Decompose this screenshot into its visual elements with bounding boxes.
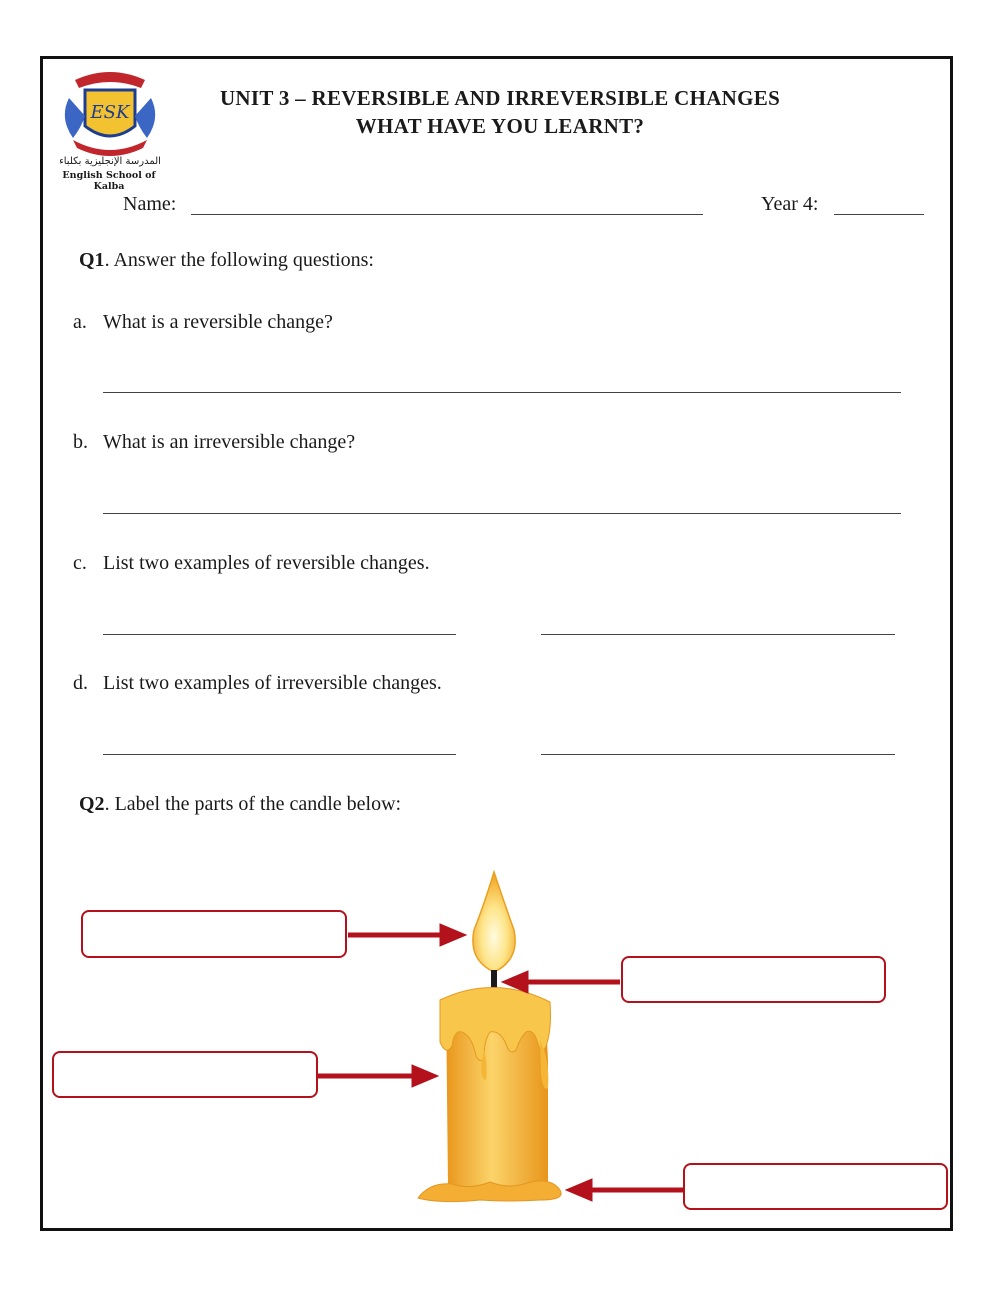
name-label: Name:	[123, 193, 177, 215]
answer-a-line[interactable]	[103, 392, 901, 393]
question-a-text: What is a reversible change?	[103, 311, 333, 333]
label-box-flame[interactable]	[81, 910, 347, 958]
q1-number: Q1	[79, 249, 105, 271]
label-box-base[interactable]	[683, 1163, 948, 1210]
answer-c2-line[interactable]	[541, 634, 895, 635]
year-answer-line[interactable]	[834, 214, 924, 215]
candle-body-icon	[440, 987, 551, 1191]
year-label: Year 4:	[761, 193, 819, 215]
wax-puddle-icon	[418, 1181, 561, 1202]
q2-instruction: . Label the parts of the candle below:	[104, 793, 402, 815]
school-name-arabic: المدرسة الإنجليزية بكلباء	[59, 156, 161, 167]
question-c-text: List two examples of reversible changes.	[103, 552, 430, 574]
arrow-to-body-icon	[412, 1065, 438, 1087]
name-answer-line[interactable]	[191, 214, 703, 215]
school-logo	[55, 68, 165, 186]
answer-c1-line[interactable]	[103, 634, 456, 635]
q2-number: Q2	[79, 793, 105, 815]
school-crest-icon	[55, 68, 165, 158]
answer-d2-line[interactable]	[541, 754, 895, 755]
svg-text:ESK: ESK	[90, 102, 130, 123]
question-a-letter: a.	[73, 311, 87, 333]
question-d-text: List two examples of irreversible changes.	[103, 672, 442, 694]
arrow-to-flame-icon	[440, 924, 466, 946]
page-title: UNIT 3 – REVERSIBLE AND IRREVERSIBLE CHANGES	[219, 86, 781, 110]
q2-heading	[79, 793, 401, 816]
question-b-letter: b.	[73, 431, 88, 453]
question-d-letter: d.	[73, 672, 88, 694]
question-b-text: What is an irreversible change?	[103, 431, 356, 453]
q1-heading	[79, 249, 374, 272]
arrow-to-base-icon	[566, 1179, 592, 1201]
label-box-wax-body[interactable]	[52, 1051, 318, 1098]
question-c-letter: c.	[73, 552, 87, 574]
q1-instruction: . Answer the following questions:	[104, 249, 374, 271]
answer-d1-line[interactable]	[103, 754, 456, 755]
school-name-english: English School of Kalba	[62, 170, 156, 192]
page-subtitle: WHAT HAVE YOU LEARNT?	[355, 114, 645, 138]
answer-b-line[interactable]	[103, 513, 901, 514]
label-box-wick[interactable]	[621, 956, 886, 1003]
flame-icon	[473, 872, 515, 972]
